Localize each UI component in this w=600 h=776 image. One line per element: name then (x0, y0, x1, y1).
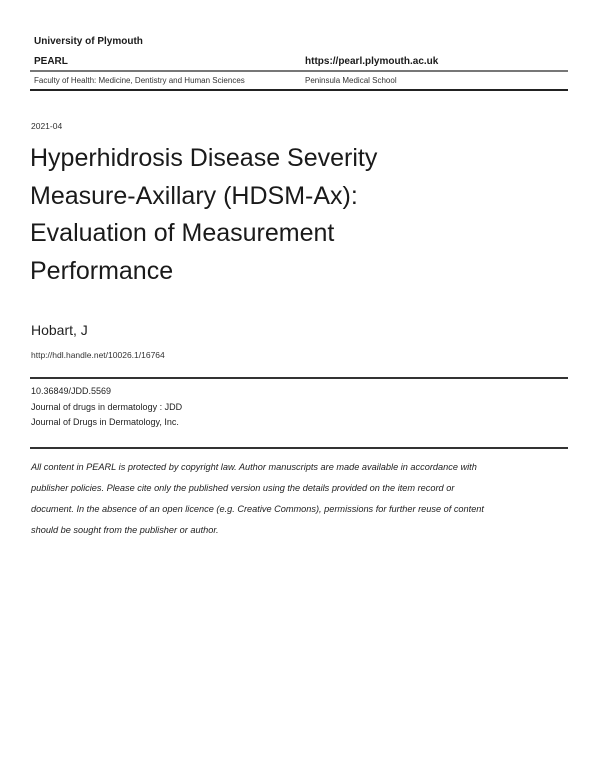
publisher-name: Journal of Drugs in Dermatology, Inc. (31, 417, 179, 427)
author-name: Hobart, J (31, 322, 88, 338)
copyright-notice (31, 457, 571, 541)
notice-line: All content in PEARL is protected by copyright law. Author manuscripts are made available in accordance with (31, 462, 477, 472)
doi: 10.36849/JDD.5569 (31, 386, 112, 396)
school-name: Peninsula Medical School (305, 76, 397, 85)
title-line: Evaluation of Measurement (30, 219, 335, 247)
notice-line: should be sought from the publisher or author. (31, 525, 219, 535)
faculty-name: Faculty of Health: Medicine, Dentistry and Human Sciences (34, 76, 245, 85)
handle-link[interactable]: http://hdl.handle.net/10026.1/16764 (31, 350, 165, 360)
citation-metadata (31, 384, 182, 431)
title-line: Measure-Axillary (HDSM-Ax): (30, 181, 358, 210)
metadata-bottom-divider (30, 447, 568, 449)
institution-name: University of Plymouth (34, 36, 143, 47)
repository-name: PEARL (34, 56, 68, 67)
header-bottom-divider (30, 89, 568, 91)
notice-line: document. In the absence of an open licence (e.g. Creative Commons), permissions for further reuse of content (31, 504, 484, 514)
journal-name: Journal of drugs in dermatology : JDD (31, 401, 183, 412)
title-line: Performance (30, 256, 174, 285)
repository-url-link[interactable]: https://pearl.plymouth.ac.uk (305, 56, 439, 67)
document-title (30, 140, 570, 290)
title-line: Hyperhidrosis Disease Severity (30, 144, 378, 172)
publication-date: 2021-04 (31, 121, 63, 131)
header-divider (30, 70, 568, 72)
notice-line: publisher policies. Please cite only the published version using the details provided on the item record or (31, 483, 455, 493)
metadata-top-divider (30, 377, 568, 379)
